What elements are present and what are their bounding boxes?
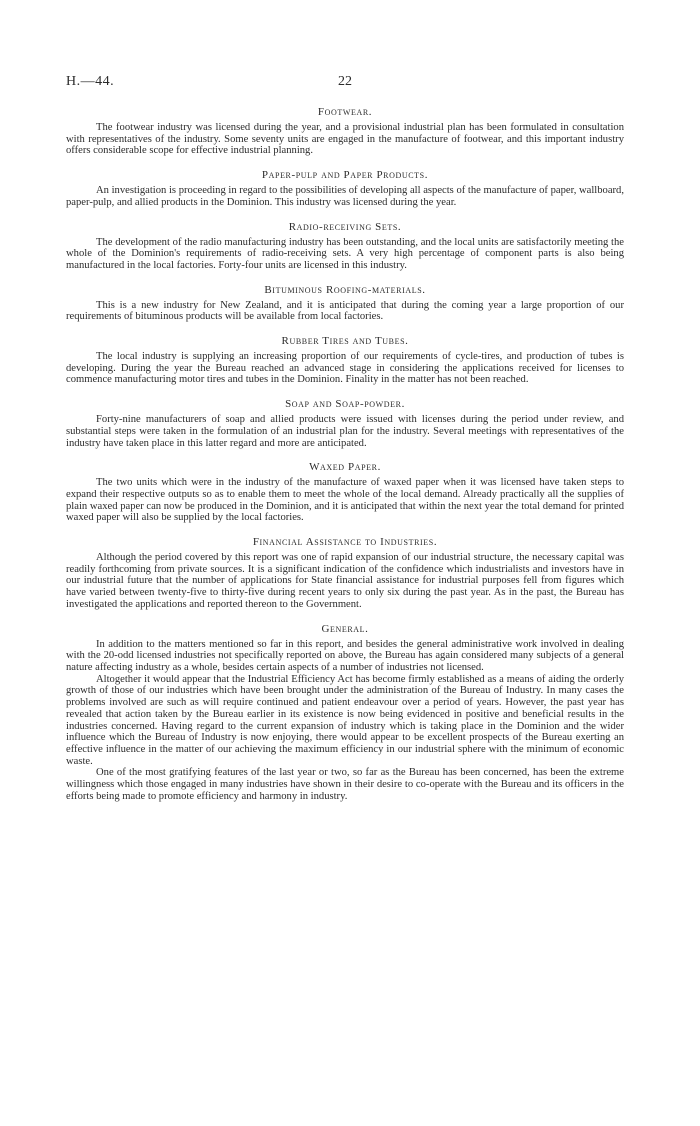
section-financial-assistance [66,536,624,611]
paragraph: Forty-nine manufacturers of soap and allied products were issued with licenses during the period under review, and substantial steps were taken in the formulation of an industrial plan for the industry. Several meetings with representatives of the industry have taken place in this latter regard and more are anticipated. [66,414,624,449]
paragraph: Although the period covered by this report was one of rapid expansion of our industrial structure, the necessary capital was readily forthcoming from private sources. It is a significant indication of the confidence which industrialists and investors have in our industrial future that the number of applications for State financial assistance for industrial purposes fell from figures which have varied between twenty-five to thirty-five during recent years to only six during the past year. As in the past, the Bureau has investigated the applications and reported thereon to the Government. [66,552,624,610]
section-heading: General. [321,622,369,635]
section-footwear [66,106,624,157]
paragraph: In addition to the matters mentioned so far in this report, and besides the general administrative work involved in dealing with the 20-odd licensed industries not specifically reported on above, the Bureau has again considered many subjects of a general nature affecting industry as a whole, besides certain aspects of a number of industries not licensed. [66,638,624,673]
section-heading: Paper-pulp and Paper Products. [261,169,429,182]
section-rubber-tires [66,335,624,386]
section-waxed-paper [66,461,624,524]
page-number: 22 [338,74,352,89]
section-heading: Rubber Tires and Tubes. [281,335,409,348]
page-header [66,74,624,92]
document-body [66,106,624,814]
section-soap [66,398,624,449]
section-radio-sets [66,221,624,272]
paragraph: One of the most gratifying features of the last year or two, so far as the Bureau has been concerned, has been the extreme willingness which those engaged in many industries have shown in their desire to co-operate with the Bureau and its officers in the efforts being made to promote efficiency and harmony in industry. [66,767,624,802]
section-paper-products [66,169,624,208]
section-heading: Soap and Soap-powder. [285,398,405,411]
section-heading: Radio-receiving Sets. [288,220,402,233]
section-general [66,623,624,803]
paragraph: The local industry is supplying an increasing proportion of our requirements of cycle-tires, and production of tubes is developing. During the year the Bureau reached an advanced stage in considering the applications received for licenses to commence manufacturing motor tires and tubes in the Dominion. Finality in the matter has not been reached. [66,351,624,386]
paragraph: The footwear industry was licensed during the year, and a provisional industrial plan has been formulated in consultation with representatives of the industry. Some seventy units are engaged in the manufacture of footwear, and this important industry offers considerable scope for effective industrial planning. [66,122,624,157]
paragraph: This is a new industry for New Zealand, and it is anticipated that during the coming year a large proportion of our requirements of bituminous products will be available from local factories. [66,299,624,323]
section-heading: Footwear. [317,106,373,118]
paragraph: An investigation is proceeding in regard to the possibilities of developing all aspects of the manufacture of paper, wallboard, paper-pulp, and allied products in the Dominion. This industry was licensed during the year. [66,185,624,208]
section-bituminous-roofing [66,284,624,323]
document-code: H.—44. [66,74,115,89]
section-heading: Waxed Paper. [309,461,381,474]
paragraph: The two units which were in the industry of the manufacture of waxed paper when it was licensed have taken steps to expand their respective outputs so as to enable them to meet the whole of the local demand. Already practically all the supplies of plain waxed paper can now be produced in the Dominion, and it is anticipated that within the next year the total demand for printed waxed paper will also be supplied by the local factories. [66,477,624,524]
paragraph: Altogether it would appear that the Industrial Efficiency Act has become firmly established as a means of aiding the orderly growth of those of our industries which have been brought under the administration of the Bureau of Industry. In many cases the problems involved are such as will require continued and patient endeavour over a period of years. However, the past year has revealed that action taken by the Bureau earlier in its existence is now being evidenced in positive and beneficial results in the industries concerned. Having regard to the current expansion of industry which is taking place in the Dominion and the wider influence which the Bureau of Industry is now enjoying, there would appear to be excellent prospects of the Bureau exerting an effective influence in the matter of our achieving the maximum efficiency in our industrial sphere with the minimum of economic waste. [66,673,624,767]
paragraph: The development of the radio manufacturing industry has been outstanding, and the local units are satisfactorily meeting the whole of the Dominion's requirements of radio-receiving sets. A very high percentage of component parts is also being manufactured in the local factories. Forty-four units are licensed in this industry. [66,236,624,271]
section-heading: Financial Assistance to Industries. [252,536,438,549]
section-heading: Bituminous Roofing-materials. [264,283,426,296]
